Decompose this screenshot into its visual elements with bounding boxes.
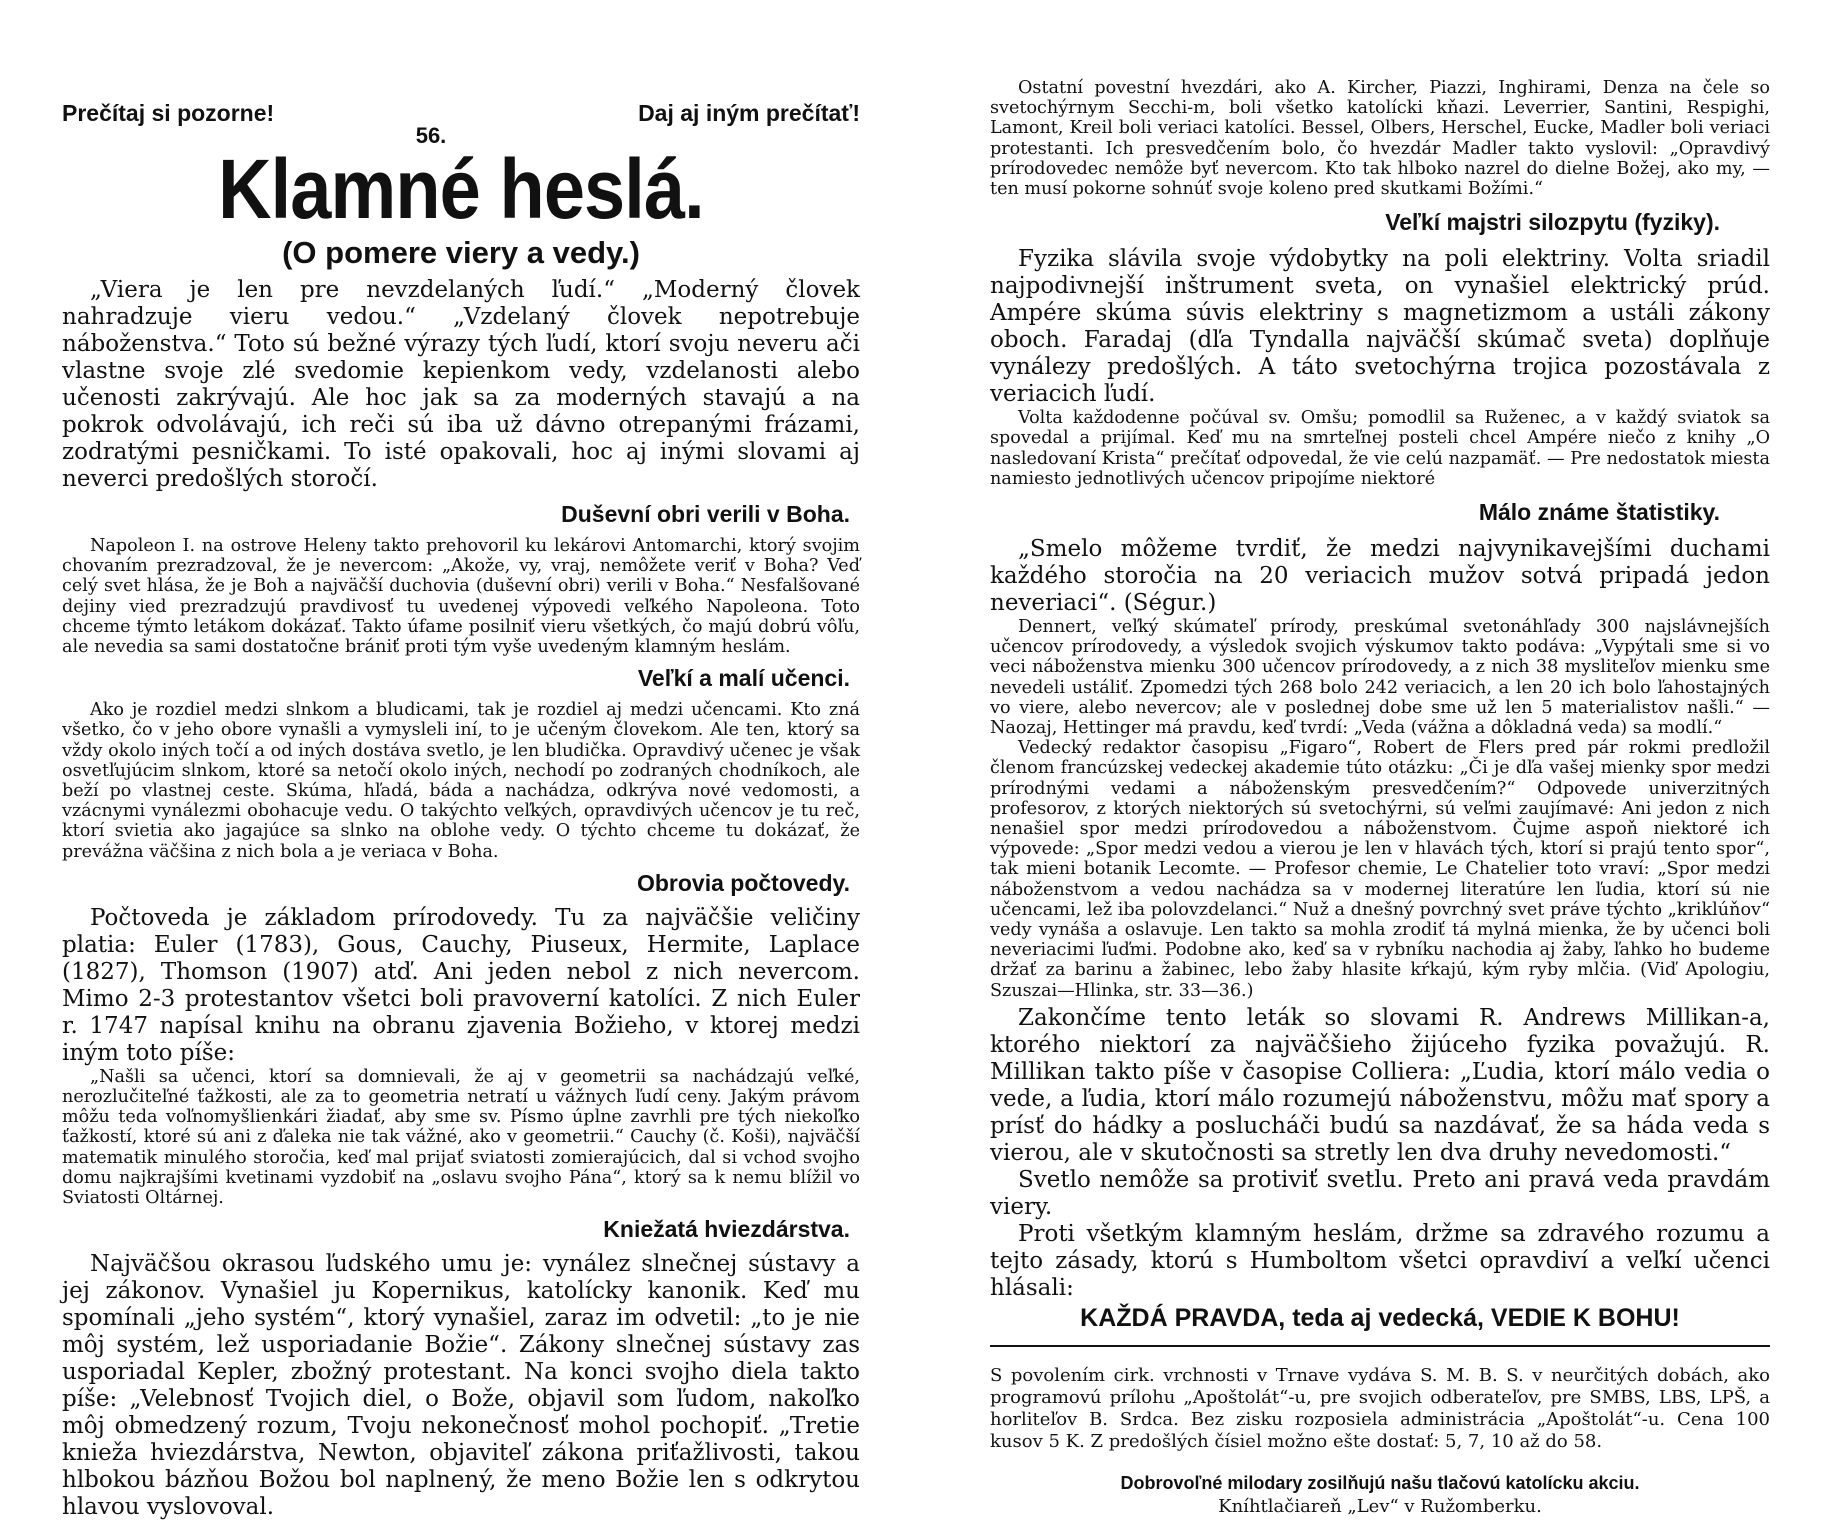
closing-motto: KAŽDÁ PRAVDA, teda aj vedecká, VEDIE K BOHU! [1080,1303,1680,1332]
paragraph-hvezdari: Ostatní povestní hvezdári, ako A. Kircher, Piazzi, Inghirami, Denza na čele so svetochýrnym Secchi-m, boli všetko katolícki kňazi. Leverrier, Santini, Respighi, Lamont, Kreil boli veriaci katolíci. Bessel, Olbers, Herschel, Eucke, Madler boli veriaci protestanti. Ich presvedčením bolo, čo hvezdár Madler takto vyslovil: „Opravdivý prírodovedec nemôže byť nevercom. Kto tak hlboko nazrel do dielne Božej, ako my, — ten musí pokorne sohnúť svoje koleno pred skutkami Božími.“ [990,78,1770,200]
intro-paragraph: „Viera je len pre nevzdelaných ľudí.“ „Moderný človek nahradzuje vieru vedou.“ „Vzdelaný človek nepotrebuje náboženstva.“ Toto sú bežné výrazy tých ľudí, ktorí svoju neveru ači vlastne svoje zlé svedomie kepienkom vedy, vzdelanosti alebo učenosti zakrývajú. Ale hoc jak sa za moderných stavajú a na pokrok odvolávajú, ich reči sú iba už dávno otrepanými frázami, zodratými pesničkami. To isté opakovali, hoc aj inými slovami aj neverci predošlých storočí. [62,277,860,492]
paragraph-euler-quote: „Našli sa učenci, ktorí sa domnievali, že aj v geometrii sa nachádzajú veľké, nerozlučiteľné ťažkosti, ale za to geometria netratí u vážnych ľudí ceny. Jakým právom môžu teda voľnomyšlienkári žiadať, aby sme sv. Písmo úplne zavrhli pre tých niekoľko ťažkostí, ktoré sú ani z ďaleka nie tak vážné, ako v geometrii.“ Cauchy (č. Koši), najväčší matematik minulého storočia, keď mal prijať sviatosti zomierajúcich, dal si vchod svojho domu najkrajšími kvetinami vyzdobiť na „oslavu svojho Pána“, ktorý sa k nemu blížil vo Sviatosti Oltárnej. [62,1066,860,1209]
page-subtitle: (O pomere viery a vedy.) [282,235,640,270]
paragraph-hviezdarstvo: Najväčšou okrasou ľudského umu je: vynález slnečnej sústavy a jej zákonov. Vynašiel ju Kopernikus, katolícky kanonik. Keď mu spomínali „jeho systém“, ktorý vynašiel, zaraz im odvetil: „to je nie môj systém, lež usporiadanie Božie“. Zákony slnečnej sústavy zas usporiadal Kepler, zbožný protestant. Na konci svojho diela takto píše: „Velebnosť Tvojich diel, o Bože, objavil som ľudom, nakoľko môj obmedzený rozum, Tvoju nekonečnosť mohol pochopiť. „Tretie knieža hviezdárstva, Newton, objaviteľ zákona priťažlivosti, takou hlbokou bázňou Božou bol naplnený, že meno Božie len s odkrytou hlavou vyslovoval. [62,1251,860,1521]
paragraph-zasady: Proti všetkým klamným heslám, držme sa zdravého rozumu a tejto zásady, ktorú s Humboltom všetci opravdiví a veľkí učenci hlásali: [990,1220,1770,1301]
read-carefully-label: Prečítaj si pozorne! [62,100,275,126]
page-title: Klamné heslá. [218,142,704,236]
section-heading-ucenci: Veľkí a malí učenci. [637,665,850,692]
section-heading-pocotvedy: Obrovia počtovedy. [636,869,850,896]
paragraph-figaro: Vedecký redaktor časopisu „Figaro“, Robert de Flers pred pár rokmi predložil členom francúzskej vedeckej akademie túto otázku: „Či je dľa vašej mienky spor medzi prírodnými vedami a náboženským presvedčením?“ Odpovede univerzitných profesorov, z ktorých niektorých sú svetochýrni, sú veľmi zaujímavé: Ani jedon z nich nenašiel spor medzi prírodovedou a náboženstvom. Čujme aspoň niektoré ich výpovede: „Spor medzi vedou a vierou je len v hlavách tých, ktorí si prajú tento spor“, tak mieni botanik Lecomte. — Profesor chemie, Le Chatelier toto vraví: „Spor medzi náboženstvom a vedou nachádza sa v modernej literatúre len ľudia, ktorí sú nie učencami, lež iba polovzdelanci.“ Nuž a dnešný povrchný svet práve týchto „kriklúňov“ vedy vynáša a oslavuje. Len takto sa mohla zrodiť tá mylná mienka, že by učenci boli neveriacimi ľuďmi. Podobne ako, keď sa v rybníku nachodia aj žaby, ľahko ho budeme držať za barinu a žabinec, lebo žaby hlasite kŕkajú, kým ryby mlčia. (Viď Apologiu, Szuszai—Hlinka, str. 33—36.) [990,738,1770,1001]
paragraph-millikan: Zakončíme tento leták so slovami R. Andrews Millikan-a, ktorého niektorí za najväčšieho žijúceho fyzika považujú. R. Millikan takto píše v časopise Colliera: „Ľudia, ktorí málo vedia o vede, a ľudia, ktorí málo rozumejú náboženstvu, môžu mať spory a prísť do hádky a poslucháči budú sa nazdávať, že sa háda veda s vierou, ale v skutočnosti sa stretly len dva druhy nevedomosti.“ [990,1004,1770,1166]
printer-line: Kníhtlačiareň „Lev“ v Ružomberku. [1218,1495,1542,1517]
section-heading-hviezdarstvo: Kniežatá hviezdárstva. [603,1216,850,1243]
paragraph-fyzika: Fyzika slávila svoje výdobytky na poli elektriny. Volta sriadil najpodivnejší inštrument sveta, on vynašiel elektrický prúd. Ampére skúma súvis elektriny s magnetizmom a ustáli zákony oboch. Faradaj (dľa Tyndalla najväčší skúmač sveta) doplňuje vynálezy predošlých. A táto svetochýrna trojica pozostávala z veriacich ľudí. [990,246,1770,408]
imprint-paragraph: S povolením cirk. vrchnosti v Trnave vydáva S. M. B. S. v neurčitých dobách, ako programovú prílohu „Apoštolát“-u, pre svojich odberateľov, pre SMBS, LBS, LPŠ, a horliteľov B. Srdca. Bez zisku rozposiela administrácia „Apoštolát“-u. Cena 100 kusov 5 K. Z predošlých čísiel možno ešte dostať: 5, 7, 10 až do 58. [990,1364,1770,1452]
section-heading-statistiky: Málo známe štatistiky. [1478,499,1720,526]
section-heading-obri: Duševní obri verili v Boha. [561,501,850,527]
paragraph-svetlo: Svetlo nemôže sa protiviť svetlu. Preto ani pravá veda pravdám viery. [990,1166,1770,1220]
section-heading-fyzika: Veľkí majstri silozpytu (fyziky). [1385,209,1720,236]
paragraph-dennert: Dennert, veľký skúmateľ prírody, preskúmal svetonáhľady 300 najslávnejších učencov prírodovedy, a výsledok svojich výskumov takto podáva: „Vypýtali sme si vo veci náboženstva mienku 300 učencov prírodovedy, a z nich 38 mysliteľov mienku sme nevedeli ustáliť. Zpomedzi tých 268 bolo 242 veriacich, a len 20 ich bolo ľahostajných vo viere, alebo nevercov; ale v poslednej dobe sme už len 5 materialistov našli.“ — Naozaj, Hettinger má pravdu, keď tvrdí: „Veda (vážna a dôkladná veda) sa modlí.“ [990,617,1770,739]
issue-number: 56. [415,123,447,148]
share-label: Daj aj iným prečítať! [638,100,860,126]
paragraph-segur: „Smelo môžeme tvrdiť, že medzi najvynikavejšími duchami každého storočia na 20 veriacich mužov sotvá pripadá jedon neveriaci“. (Ségur.) [990,536,1770,617]
paragraph-pocotveda: Počtoveda je základom prírodovedy. Tu za najväčšie veličiny platia: Euler (1783), Gous, Cauchy, Piuseux, Hermite, Laplace (1827), Thomson (1907) atď. Ani jeden nebol z nich nevercom. Mimo 2-3 protestantov všetci boli pravoverní katolíci. Z nich Euler r. 1747 napísal knihu na obranu zjavenia Božieho, v ktorej medzi iným toto píše: [62,904,860,1066]
paragraph-napoleon: Napoleon I. na ostrove Heleny takto prehovoril ku lekárovi Antomarchi, ktorý svojim chovaním prezradzoval, že je nevercom: „Akože, vy, vraj, nemôžete veriť v Boha? Veď celý svet hlása, že je Boh a najväčší duchovia (duševní obri) verili v Boha.“ Nesfalšované dejiny vied prezradzujú pravdivosť tu uvedenej výpovedi veľkého Napoleona. Toto chceme týmto letákom dokázať. Takto úfame posilniť vieru všetkých, čo majú dobrú vôľu, ale nevedia sa sami dostatočne brániť proti tým vyše uvedeným klamným heslám. [62,536,860,658]
right-page [916,0,1832,1517]
paragraph-ucenci: Ako je rozdiel medzi slnkom a bludicami, tak je rozdiel aj medzi učencami. Kto zná všetko, čo v jeho obore vynašli a vymysleli iní, to je učeným človekom. Ale ten, ktorý sa vždy okolo iných točí a od iných dostáva svetlo, je len bludička. Opravdivý učenec je však osvetľujúcim slnkom, ktoré sa netočí okolo iných, nechodí po zodraných chodníkoch, ale beží po vlastnej ceste. Skúma, hľadá, báda a nachádza, odkrýva nové vedomosti, a vzácnymi vynálezmi obohacuje vedu. O takýchto veľkých, opravdivých učencov je tu reč, ktorí svietia ako jagajúce sa slnko na oblohe vedy. O týchto chceme tu dokázať, že prevážna väčšina z nich bola a je veriaca v Boha. [62,700,860,862]
paragraph-volta: Volta každodenne počúval sv. Omšu; pomodlil sa Ruženec, a v každý sviatok sa spovedal a prijímal. Keď mu na smrteľnej posteli chcel Ampére niečo z knihy „O nasledovaní Krista“ prečítať odpovedal, že vie celú nazpamäť. — Pre nedostatok miesta namiesto jednotlivých učencov pripojíme niektoré [990,408,1770,489]
divider [990,1345,1770,1347]
donation-line: Dobrovoľné milodary zosilňujú našu tlačovú katolícku akciu. [1120,1472,1640,1493]
